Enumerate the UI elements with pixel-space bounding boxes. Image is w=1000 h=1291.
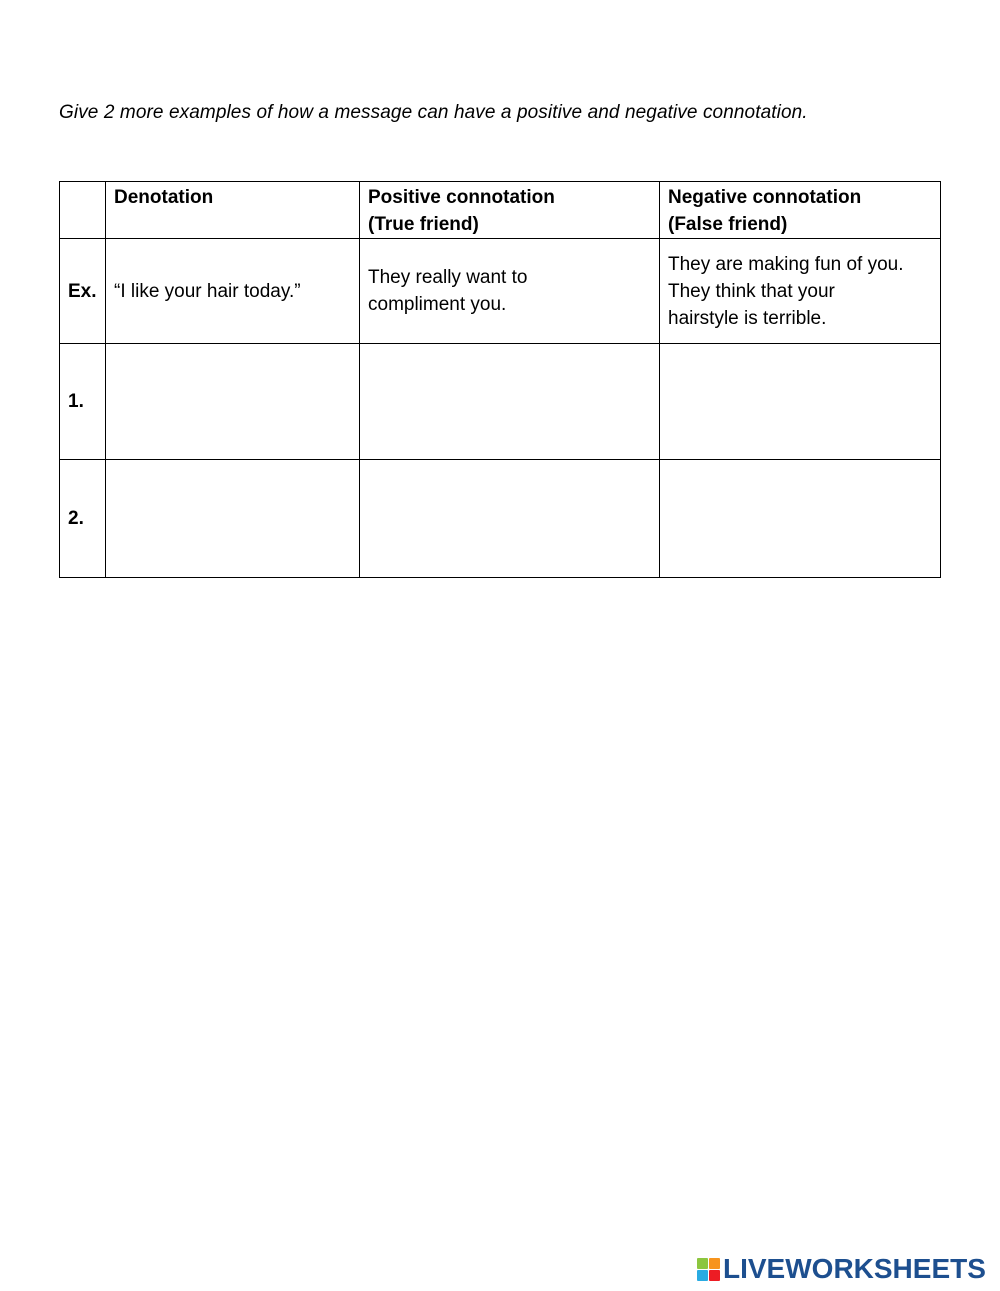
- connotation-table: [59, 181, 941, 578]
- logo-square-red: [709, 1270, 720, 1281]
- header-positive-line1: Positive connotation: [368, 187, 555, 208]
- example-negative-line3: hairstyle is terrible.: [668, 307, 827, 329]
- answer-1-negative-cell[interactable]: [660, 344, 941, 460]
- header-negative-connotation: [660, 182, 941, 239]
- answer-2-denotation-cell[interactable]: [106, 460, 360, 578]
- instruction-text: Give 2 more examples of how a message can have a positive and negative connotation.: [59, 102, 808, 123]
- header-negative-line1: Negative connotation: [668, 187, 862, 208]
- answer-2-negative-cell[interactable]: [660, 460, 941, 578]
- table-row: [60, 460, 941, 578]
- logo-square-blue: [697, 1270, 708, 1281]
- header-denotation-label: Denotation: [114, 187, 214, 208]
- example-negative-line1: They are making fun of you.: [668, 253, 904, 275]
- example-denotation: “I like your hair today.”: [106, 239, 360, 344]
- logo-square-green: [697, 1258, 708, 1269]
- logo-text: LIVEWORKSHEETS: [723, 1253, 986, 1284]
- header-positive-line2: (True friend): [368, 214, 479, 235]
- header-negative-line2: (False friend): [668, 214, 788, 235]
- row-label: 2.: [60, 460, 106, 578]
- header-positive-connotation: [360, 182, 660, 239]
- header-cell-blank: [60, 182, 106, 239]
- liveworksheets-logo: [697, 1254, 986, 1284]
- table-row: [60, 344, 941, 460]
- row-label: Ex.: [60, 239, 106, 344]
- table-row-example: [60, 239, 941, 344]
- answer-1-positive-cell[interactable]: [360, 344, 660, 460]
- header-denotation: [106, 182, 360, 239]
- example-positive-line2: compliment you.: [368, 294, 507, 315]
- logo-mark-icon: [697, 1258, 720, 1281]
- answer-2-positive-cell[interactable]: [360, 460, 660, 578]
- row-label: 1.: [60, 344, 106, 460]
- example-positive: [360, 239, 660, 344]
- logo-square-orange: [709, 1258, 720, 1269]
- answer-1-denotation-cell[interactable]: [106, 344, 360, 460]
- example-positive-line1: They really want to: [368, 267, 528, 288]
- table-header-row: [60, 182, 941, 239]
- example-negative-line2: They think that your: [668, 280, 835, 302]
- example-negative: [660, 239, 941, 344]
